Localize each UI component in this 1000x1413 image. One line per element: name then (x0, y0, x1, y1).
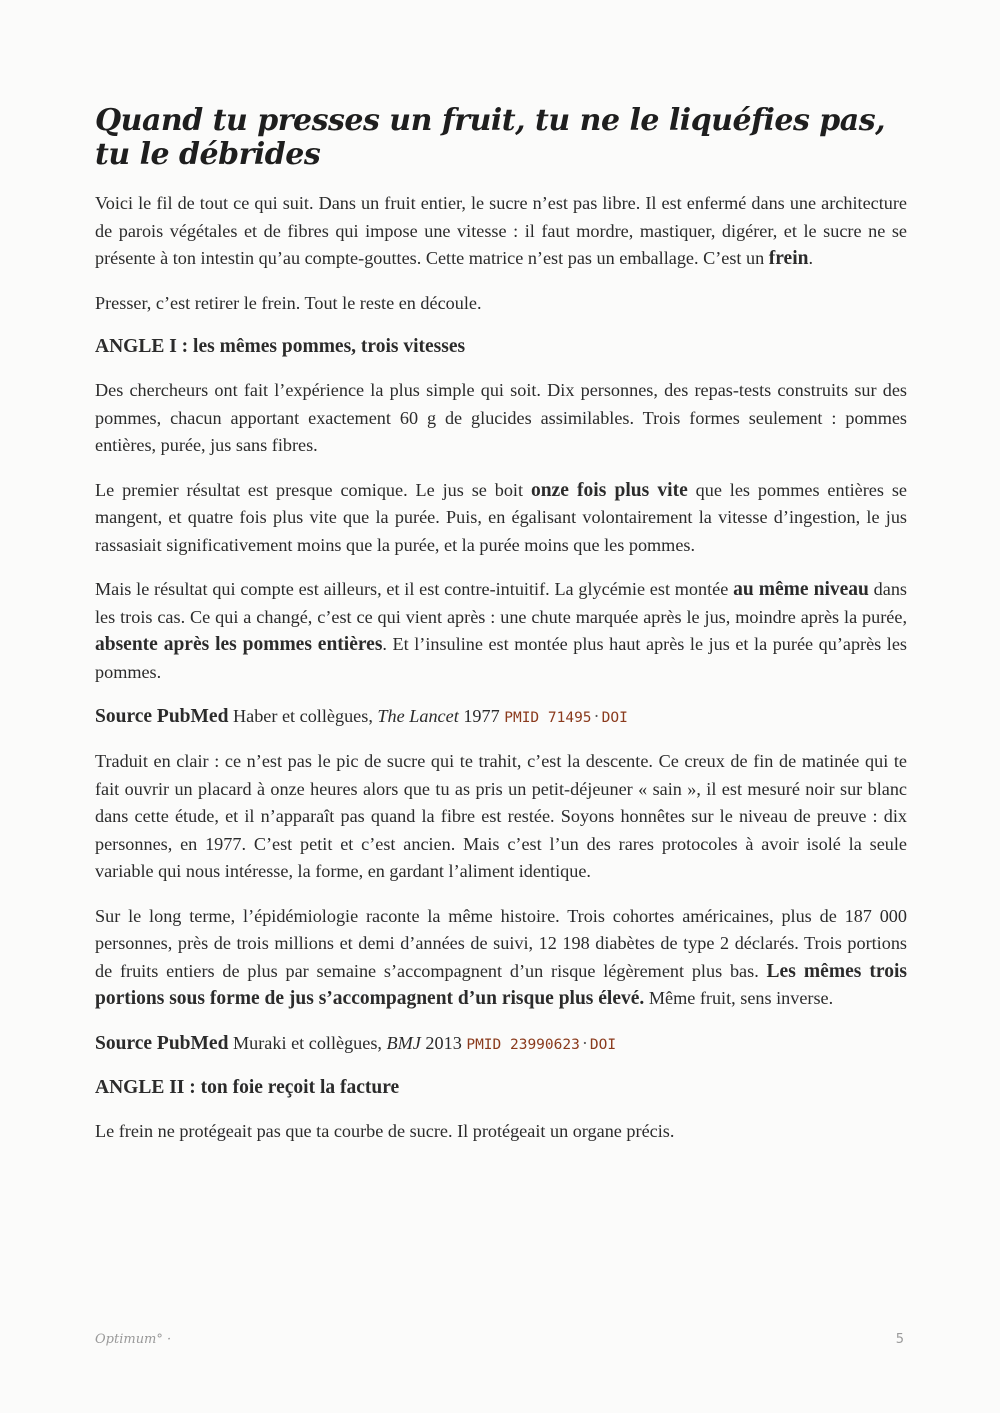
intro-paragraph-2: Presser, c’est retirer le frein. Tout le reste en découle. (95, 292, 482, 313)
angle1-paragraph-1: Des chercheurs ont fait l’expérience la plus simple qui soit. Dix personnes, des repas-tests construits sur des pommes, chacun apportant exactement 60 g de glucides assimilables. Trois formes seulement : pommes entières, purée, jus sans fibres. (95, 380, 907, 455)
angle2-paragraph-1: Le frein ne protégeait pas que ta courbe de sucre. Il protégeait un organe précis. (95, 1120, 675, 1141)
footer-brand: Optimum° · (95, 1332, 172, 1347)
source-authors: Muraki et collègues, (232, 1032, 382, 1053)
source-year: 2013 (425, 1032, 462, 1053)
source-journal: The Lancet (377, 706, 459, 726)
page-number: 5 (895, 1332, 904, 1347)
pmid-link[interactable]: PMID 23990623 (466, 1036, 580, 1053)
angle1-p5-text-b: Même fruit, sens inverse. (644, 988, 834, 1008)
angle1-p3-bold-2: absente après les pommes entières (95, 634, 383, 655)
angle1-paragraph-4: Traduit en clair : ce n’est pas le pic de sucre qui te trahit, c’est la descente. Ce creux de fin de matinée qui te fait ouvrir un placard à onze heures alors que tu as pris un petit-déjeuner « sain », il est mesuré noir sur blanc dans cette étude, et il n’apparaît pas quand la fibre est restée. Soyons honnêtes sur le niveau de preuve : dix personnes, en 1977. C’est petit et c’est ancien. Mais c’est l’un des rares protocoles à avoir isolé la seule variable qui nous intéresse, la forme, en gardant l’aliment identique. (95, 751, 907, 881)
source-journal: BMJ (386, 1032, 421, 1053)
separator-dot: · (581, 1032, 588, 1053)
source-authors: Haber et collègues, (232, 706, 373, 726)
angle1-p3-text-a: Mais le résultat qui compte est ailleurs, et il est contre-intuitif. La glycémie est montée (95, 579, 734, 599)
angle1-paragraph-3 (95, 576, 907, 686)
angle1-p5-text-a: Sur le long terme, l’épidémiologie raconte la même histoire. Trois cohortes américaines, plus de 187 000 personnes, près de trois millions et demi d’années de suivi, 12 198 diabètes de type 2 déclarés. Trois portions de fruits entiers de plus par semaine s’accompagnent d’un risque légèrement plus bas. (95, 905, 907, 981)
source-year: 1977 (463, 706, 500, 726)
doi-link[interactable]: DOI (589, 1036, 617, 1053)
intro-p1-end: . (808, 248, 814, 268)
article (95, 104, 907, 1162)
angle1-p2-bold: onze fois plus vite (530, 479, 688, 501)
separator-dot: · (593, 706, 600, 726)
angle1-paragraph-5 (95, 903, 907, 1013)
source-citation-2 (95, 1030, 907, 1058)
intro-paragraph-1 (95, 190, 907, 273)
section-heading-angle-2: ANGLE II : ton foie reçoit la facture (95, 1076, 400, 1098)
angle1-paragraph-2 (95, 477, 907, 560)
page-title: Quand tu presses un fruit, tu ne le liquéfies pas, tu le débrides (95, 103, 886, 172)
pmid-link[interactable]: PMID 71495 (504, 710, 592, 726)
angle1-p2-text-b: que les pommes entières se mangent, et quatre fois plus vite que la purée. Puis, en égalisant volontairement la vitesse d’ingestion, le jus rassasiait significativement moins que la purée, et la purée moins que les pommes. (95, 479, 907, 555)
source-label: Source PubMed (95, 1032, 229, 1054)
intro-p1-bold: frein (768, 248, 809, 269)
intro-p1-text: Voici le fil de tout ce qui suit. Dans un fruit entier, le sucre n’est pas libre. Il est enfermé dans une architecture de parois végétales et de fibres qui impose une vitesse : il faut mordre, mastiquer, digérer, et le sucre ne se présente à ton intestin qu’au compte-gouttes. Cette matrice n’est pas un emballage. C’est un (95, 193, 907, 268)
angle1-p5-bold: Les mêmes trois portions sous forme de jus s’accompagnent d’un risque plus élevé. (95, 960, 907, 1009)
angle1-p3-text-b: dans les trois cas. Ce qui a changé, c’est ce qui vient après : une chute marquée après le jus, moindre après la purée, (95, 579, 908, 627)
angle1-p3-text-c: . Et l’insuline est montée plus haut après le jus et la purée qu’après les pommes. (95, 634, 907, 682)
section-heading-angle-1: ANGLE I : les mêmes pommes, trois vitesses (95, 336, 466, 357)
angle1-p2-text-a: Le premier résultat est presque comique. Le jus se boit (95, 479, 531, 500)
angle1-p3-bold-1: au même niveau (733, 579, 869, 600)
source-label: Source PubMed (95, 706, 229, 727)
source-citation-1 (95, 703, 907, 731)
doi-link[interactable]: DOI (601, 710, 628, 726)
